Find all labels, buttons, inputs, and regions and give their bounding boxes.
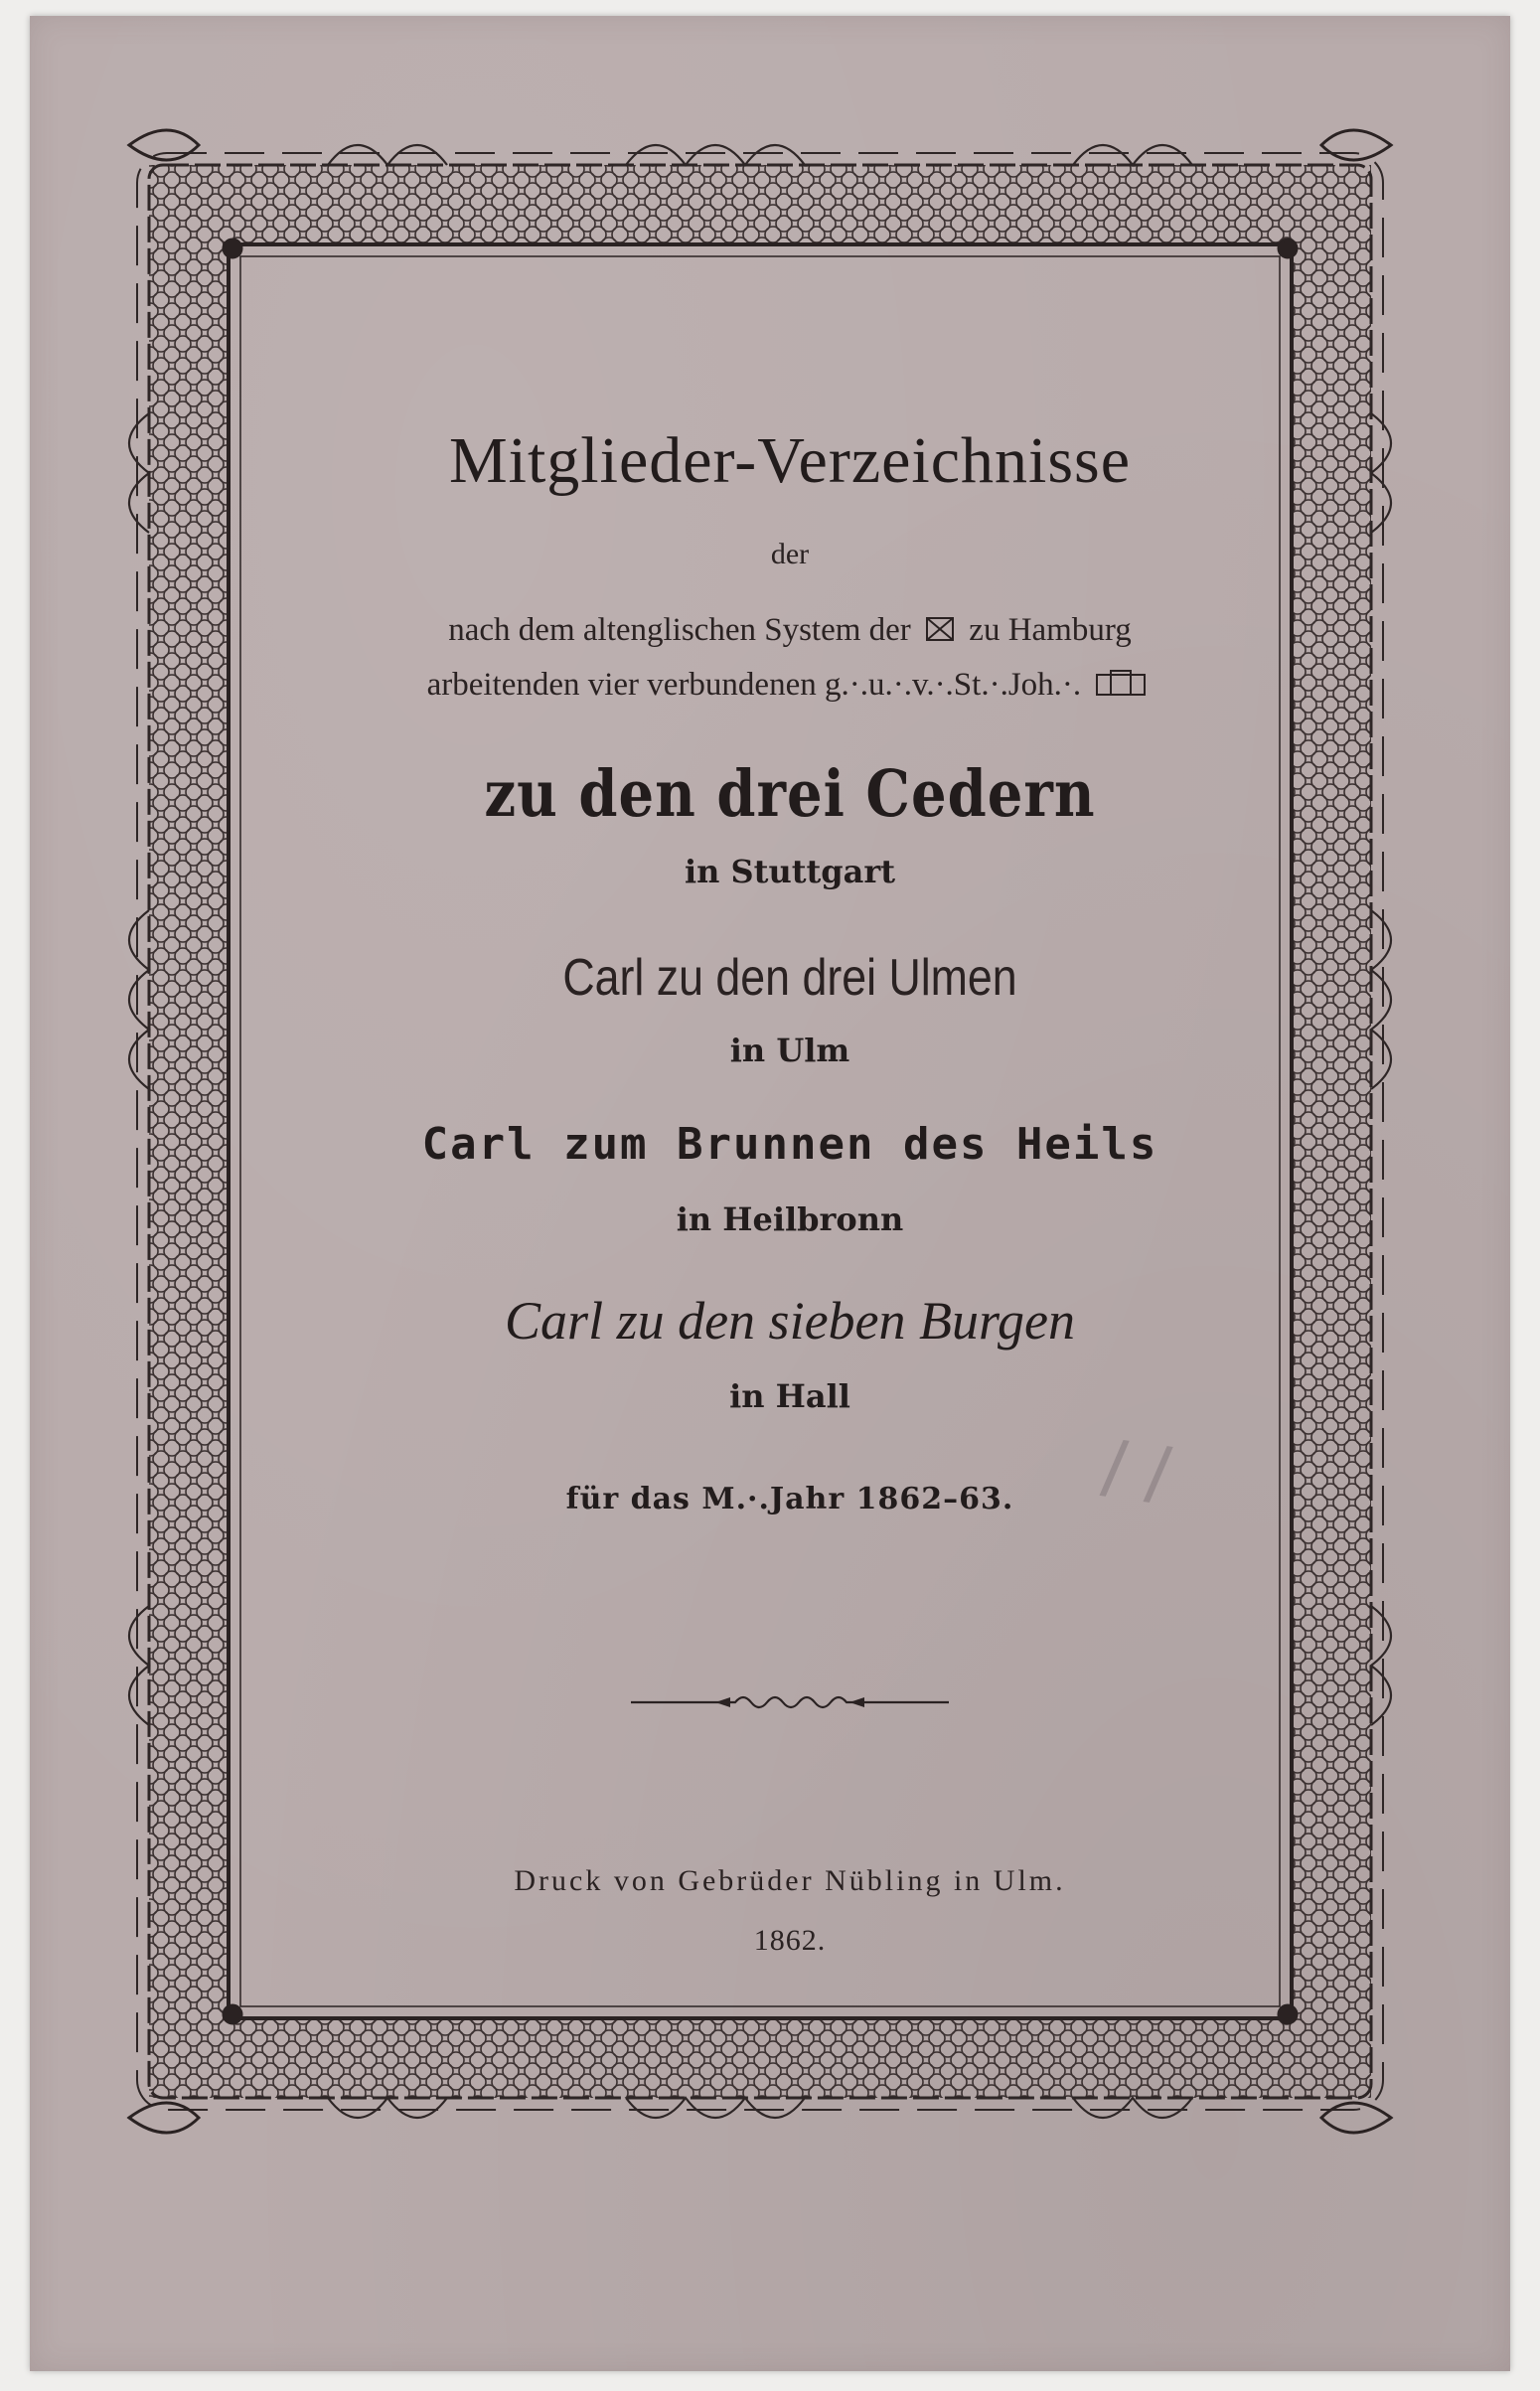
document-title: Mitglieder-Verzeichnisse [448, 424, 1132, 497]
cover-page [30, 16, 1510, 2371]
lodges-line [268, 667, 1311, 706]
lodge-3-name: Carl zum Brunnen des Heils [421, 1119, 1158, 1170]
system-line-start: nach dem altenglischen System der [448, 612, 911, 648]
printer-line: Druck von Gebrüder Nübling in Ulm. [514, 1864, 1066, 1897]
title-page-text [268, 284, 1311, 2053]
pencil-mark: / / [1097, 1423, 1175, 1521]
lodge-4-location: in Hall [729, 1377, 850, 1415]
lodges-line-text: arbeitenden vier verbundenen g.·.u.·.v.·.St.·.Joh.·. [426, 667, 1082, 703]
lodge-2-location: in Ulm [729, 1032, 850, 1069]
year-line: für das M.·.Jahr 1862–63. [565, 1482, 1014, 1516]
lodge-1-location: in Stuttgart [684, 853, 896, 890]
lodge-rectangle-symbol-icon [1095, 669, 1147, 706]
divider-ornament [626, 1687, 954, 1717]
system-line [268, 612, 1311, 651]
lodge-1-name: zu den drei Cedern [484, 756, 1096, 832]
print-year: 1862. [753, 1924, 827, 1957]
der-text: der [770, 538, 810, 570]
lodge-2-name: Carl zu den drei Ulmen [562, 949, 1017, 1007]
lodge-3-location: in Heilbronn [676, 1200, 904, 1238]
square-x-symbol-icon [925, 614, 955, 651]
lodge-4-name: Carl zu den sieben Burgen [505, 1291, 1075, 1351]
system-line-end: zu Hamburg [969, 612, 1132, 648]
